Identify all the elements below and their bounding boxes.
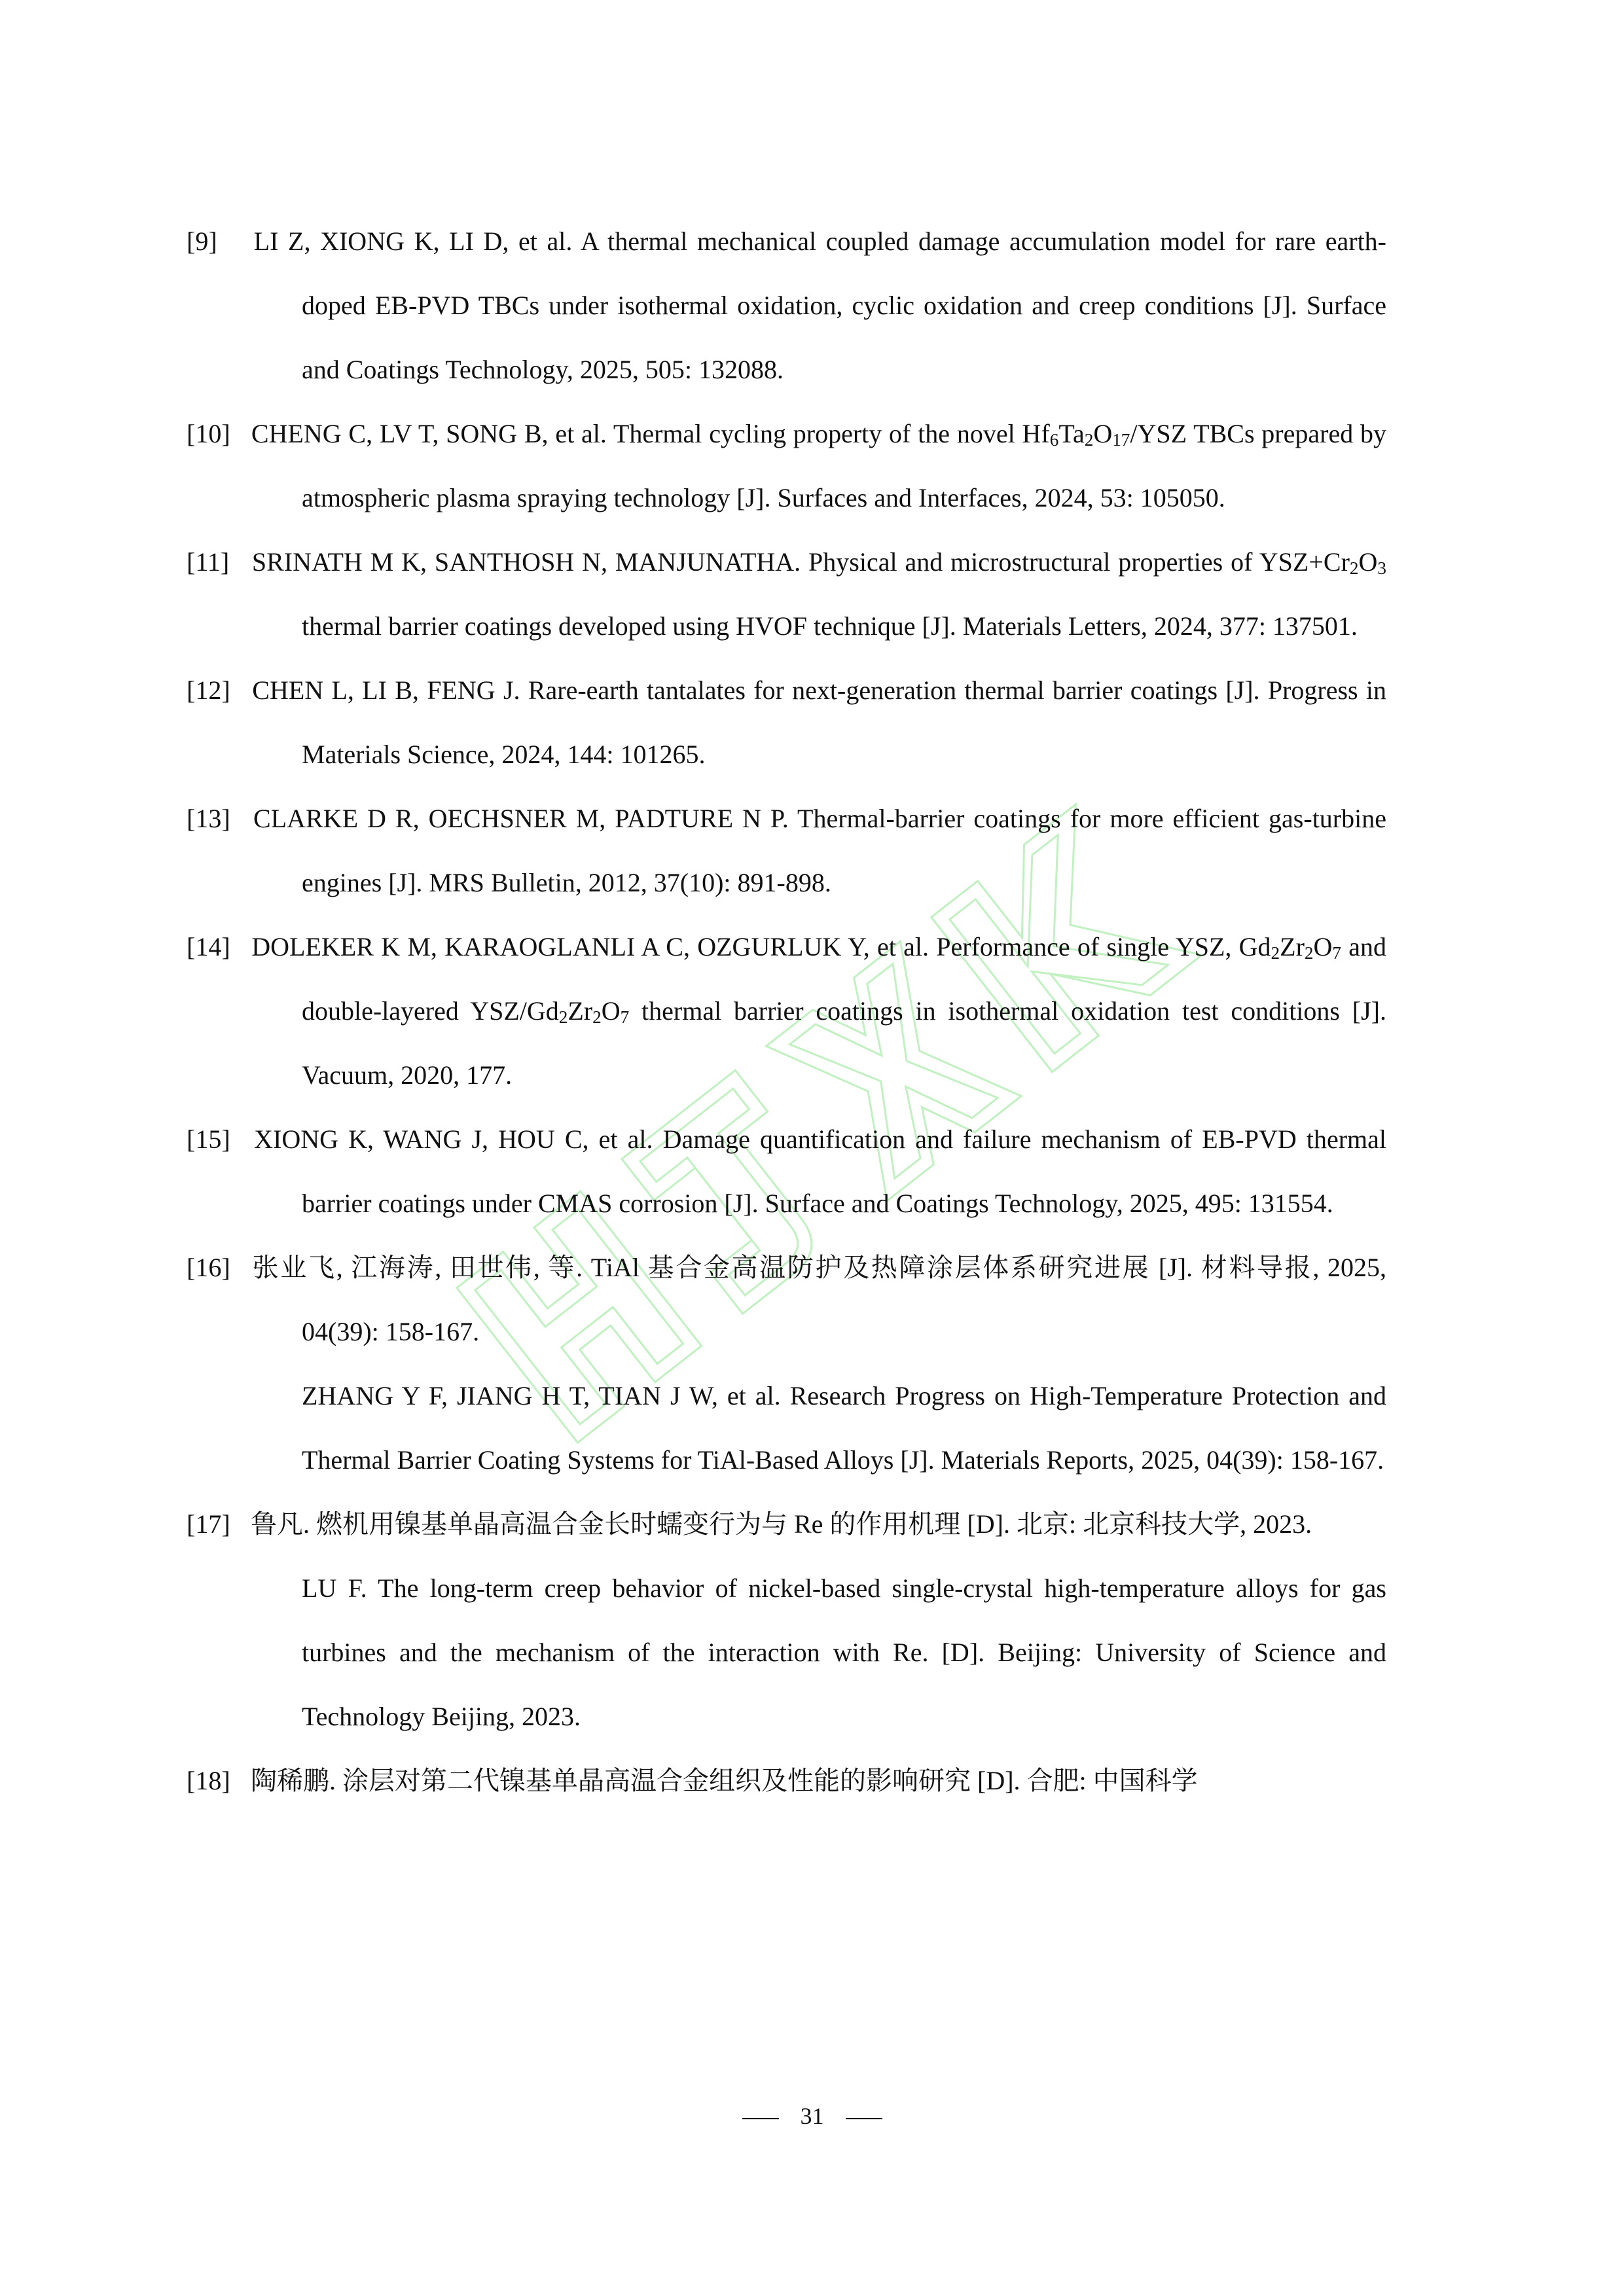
text-run: thermal barrier coatings developed using HVOF technique [J]. Materials Letters, 2024, 377: 137501. — [302, 611, 1358, 641]
text-run: LI Z, XIONG K, LI D, et al. A thermal mechanical coupled damage accumulation model for rare earth-doped EB-PVD TBCs under isothermal oxidation, cyclic oxidation and creep conditions [J]. Surface and Coatings Technology, 2025, 505: 132088. — [253, 226, 1387, 384]
reference-text — [254, 226, 1386, 384]
reference-item: [10] CHENG C, LV T, SONG B, et al. Thermal cycling property of the novel $Hf_6Ta_2O_{17}$/YSZ TBCs prepared by atmospheric plasma spraying technology [J]. Surfaces and Interfaces, 2024, 53: 105050. — [187, 419, 1387, 512]
text-run: O — [1358, 547, 1378, 577]
text-run: CHENG C, LV T, SONG B, et al. Thermal cycling property of the novel Hf — [251, 419, 1050, 448]
text-run: Zr — [568, 996, 593, 1026]
reference-item: [12] CHEN L, LI B, FENG J. Rare-earth tantalates for next-generation thermal barrier coatings [J]. Progress in Materials Science, 2024, 144: 101265. — [187, 675, 1387, 769]
text-run: CHEN L, LI B, FENG J. Rare-earth tantalates for next-generation thermal barrier coatings [J]. Progress in Materials Science, 2024, 144: 101265. — [252, 675, 1387, 769]
page-footer — [0, 2102, 1624, 2130]
reference-text — [253, 1253, 1386, 1346]
subscript: 2 — [1349, 558, 1359, 578]
footer-dash-right — [846, 2118, 882, 2119]
reference-item: [16] 张业飞, 江海涛, 田世伟, 等. TiAl 基合金高温防护及热障涂层体系研究进展 [J]. 材料导报, 2025, 04(39): 158-167. ZHANG Y F, JIANG H T, TIAN J W, et al. Research Progress on High-Temperature Protection and Thermal Barrier Coating Systems for TiAl-Based Alloys [J]. Materials Reports, 2025, 04(39): 158-167. — [244, 1236, 1386, 1492]
text-run: 陶稀鹏. 涂层对第二代镍基单晶高温合金组织及性能的影响研究 [D]. 合肥: 中国科学 — [251, 1766, 1198, 1795]
subscript: 2 — [1304, 942, 1314, 963]
reference-text — [252, 547, 1386, 641]
subscript: 6 — [1049, 429, 1059, 450]
text-run: thermal barrier coatings in isothermal oxidation test conditions [J]. Vacuum, 2020, 177. — [302, 996, 1386, 1090]
reference-item: [9] LI Z, XIONG K, LI D, et al. A thermal mechanical coupled damage accumulation model for rare earth-doped EB-PVD TBCs under isothermal oxidation, cyclic oxidation and creep conditions [J]. Surface and Coatings Technology, 2025, 505: 132088. — [187, 226, 1387, 384]
subscript: 2 — [1084, 429, 1094, 450]
reference-item: [18] 陶稀鹏. 涂层对第二代镍基单晶高温合金组织及性能的影响研究 [D]. 合肥: 中国科学 — [187, 1766, 1198, 1795]
text-run: XIONG K, WANG J, HOU C, et al. Damage quantification and failure mechanism of EB-PVD thermal barrier coatings under CMAS corrosion [J]. Surface and Coatings Technology, 2025, 495: 131554. — [254, 1124, 1386, 1218]
reference-text — [251, 1509, 1312, 1539]
reference-text — [254, 1124, 1386, 1218]
reference-english-translation: ZHANG Y F, JIANG H T, TIAN J W, et al. Research Progress on High-Temperature Protection and Thermal Barrier Coating Systems for TiAl-Based Alloys [J]. Materials Reports, 2025, 04(39): 158-167. — [302, 1381, 1386, 1475]
subscript: 7 — [620, 1007, 630, 1027]
subscript: 17 — [1112, 429, 1130, 450]
text-run: O — [1313, 932, 1333, 961]
text-run: 鲁凡. 燃机用镍基单晶高温合金长时蠕变行为与 Re 的作用机理 [D]. 北京: 北京科技大学, 2023. — [251, 1509, 1312, 1539]
reference-text — [253, 804, 1386, 897]
text-run: /YSZ TBCs prepared by atmospheric plasma spraying technology [J]. Surfaces and Interfaces, 2024, 53: 105050. — [302, 419, 1387, 512]
text-run: 张业飞, 江海涛, 田世伟, 等. TiAl 基合金高温防护及热障涂层体系研究进展 [J]. 材料导报, 2025, 04(39): 158-167. — [252, 1253, 1386, 1346]
reference-text — [251, 1766, 1198, 1795]
reference-text — [251, 419, 1386, 512]
text-run: DOLEKER K M, KARAOGLANLI A C, OZGURLUK Y, et al. Performance of single YSZ, Gd — [251, 932, 1271, 961]
subscript: 2 — [558, 1007, 568, 1027]
text-run: CLARKE D R, OECHSNER M, PADTURE N P. Thermal-barrier coatings for more efficient gas-turbine engines [J]. MRS Bulletin, 2012, 37(10): 891-898. — [253, 804, 1386, 897]
reference-item: [14] DOLEKER K M, KARAOGLANLI A C, OZGURLUK Y, et al. Performance of single YSZ, $Gd_2Zr_2O_7$ and double-layered YSZ/$Gd_2Zr_2O_7$ thermal barrier coatings in isothermal oxidation test conditions [J]. Vacuum, 2020, 177. — [187, 932, 1387, 1090]
text-run: Zr — [1280, 932, 1305, 961]
reference-item: [13] CLARKE D R, OECHSNER M, PADTURE N P. Thermal-barrier coatings for more efficient gas-turbine engines [J]. MRS Bulletin, 2012, 37(10): 891-898. — [187, 804, 1386, 897]
subscript: 3 — [1377, 558, 1386, 578]
reference-text — [252, 675, 1386, 769]
subscript: 2 — [1271, 942, 1280, 963]
subscript: 7 — [1332, 942, 1341, 963]
footer-dash-left — [742, 2118, 779, 2119]
page-number: 31 — [800, 2103, 824, 2129]
reference-text — [251, 932, 1386, 1090]
reference-english-translation: LU F. The long-term creep behavior of nickel-based single-crystal high-temperature alloys for gas turbines and the mechanism of the interaction with Re. [D]. Beijing: University of Science and Technology Beijing, 2023. — [302, 1573, 1386, 1731]
text-run: SRINATH M K, SANTHOSH N, MANJUNATHA. Physical and microstructural properties of YSZ+Cr — [251, 547, 1350, 577]
text-run: Ta — [1058, 419, 1085, 448]
subscript: 2 — [592, 1007, 602, 1027]
text-run: O — [1093, 419, 1113, 448]
text-run: O — [601, 996, 621, 1026]
reference-item: [11] SRINATH M K, SANTHOSH N, MANJUNATHA. Physical and microstructural properties of $YSZ+Cr_2O_3$ thermal barrier coatings developed using HVOF technique [J]. Materials Letters, 2024, 377: 137501. — [187, 547, 1386, 641]
text-run: and double-layered YSZ/Gd — [302, 932, 1387, 1026]
reference-item: [17] 鲁凡. 燃机用镍基单晶高温合金长时蠕变行为与 Re 的作用机理 [D]. 北京: 北京科技大学, 2023. LU F. The long-term creep behavior of nickel-based single-crystal high-temperature alloys for gas turbines and the mechanism of the interaction with Re. [D]. Beijing: University of Science and Technology Beijing, 2023. — [244, 1492, 1386, 1749]
reference-item: [15] XIONG K, WANG J, HOU C, et al. Damage quantification and failure mechanism of EB-PVD thermal barrier coatings under CMAS corrosion [J]. Surface and Coatings Technology, 2025, 495: 131554. — [187, 1124, 1386, 1218]
reference-list — [187, 209, 1387, 1813]
